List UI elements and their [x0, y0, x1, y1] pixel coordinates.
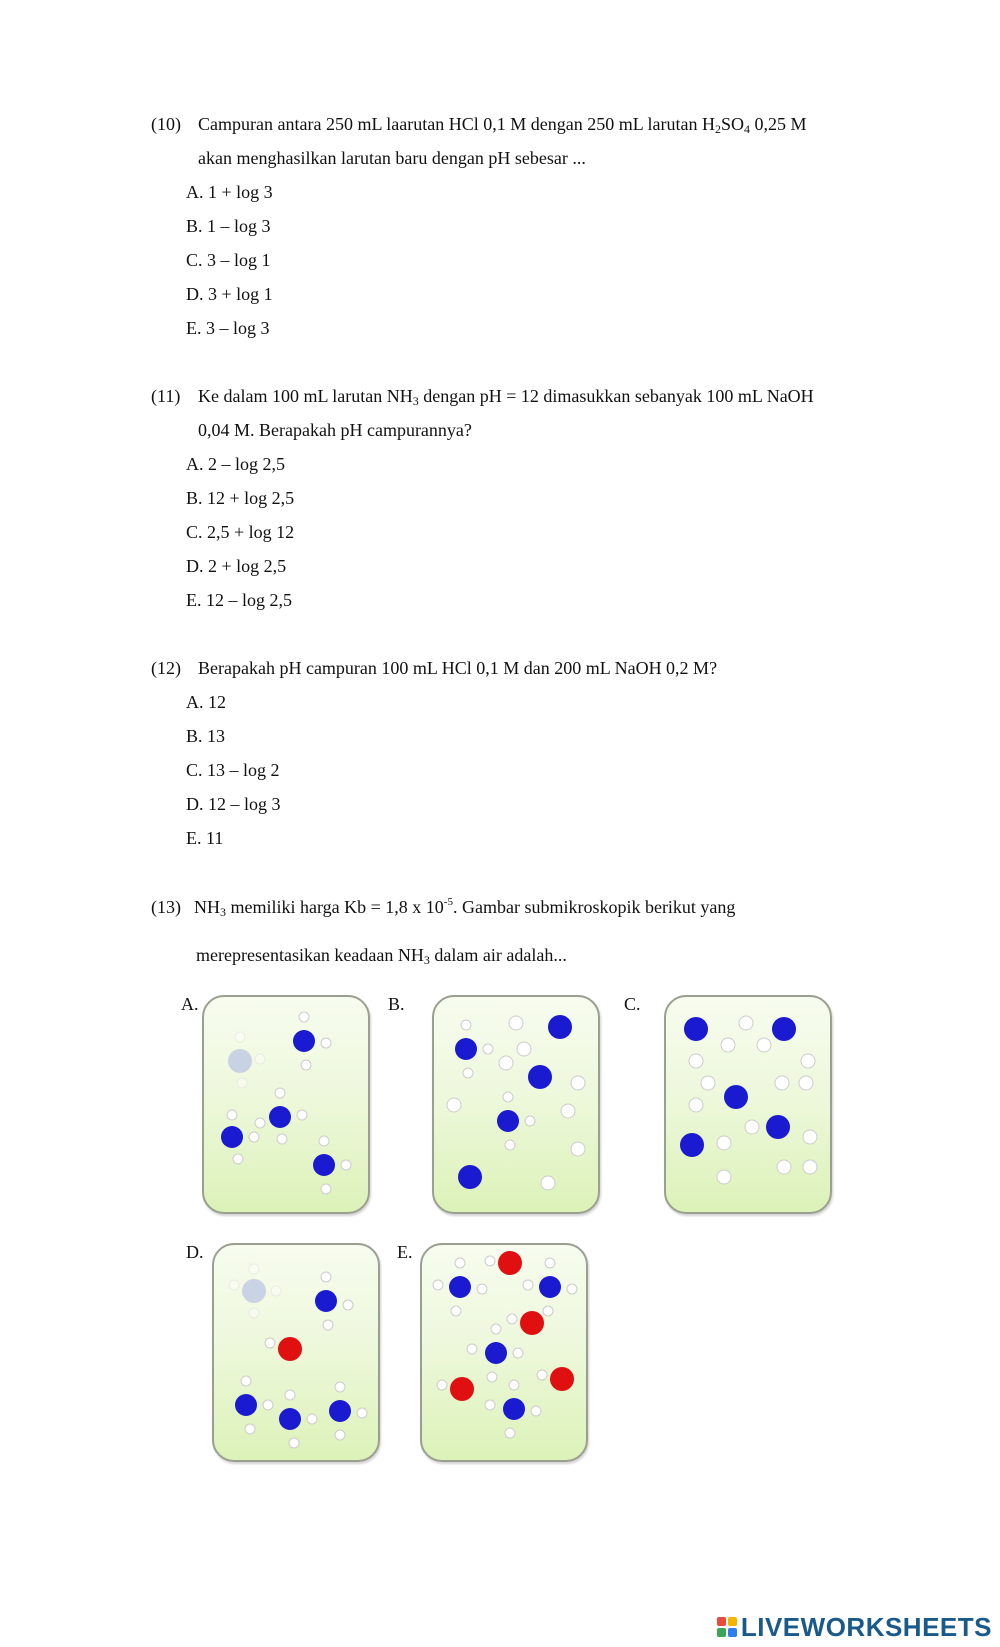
- question-10-option-a[interactable]: A. 1 + log 3: [186, 182, 273, 202]
- question-11-number: (11): [151, 386, 181, 406]
- hydrogen-atom: [799, 1076, 813, 1090]
- question-12-option-a[interactable]: A. 12: [186, 692, 226, 712]
- image-option-c-box[interactable]: [664, 995, 832, 1214]
- nitrogen-atom: [724, 1085, 748, 1109]
- option-a-particles: [204, 997, 368, 1212]
- nitrogen-atom: [528, 1065, 552, 1089]
- hydrogen-atom: [745, 1120, 759, 1134]
- question-12-number: (12): [151, 658, 181, 678]
- ammonium-molecule: [433, 1258, 487, 1316]
- hydroxide-ion: [507, 1311, 544, 1335]
- image-option-d-box[interactable]: [212, 1243, 380, 1462]
- question-10-stem: Campuran antara 250 mL laarutan HCl 0,1 M dengan 250 mL larutan $H_2SO_4$ 0,25 M: [198, 114, 807, 136]
- hydrogen-atom: [689, 1098, 703, 1112]
- ammonium-molecule: [497, 1092, 535, 1150]
- hydrogen-atom: [447, 1098, 461, 1112]
- option-b-particles: [434, 997, 598, 1212]
- hydrogen-atom: [561, 1104, 575, 1118]
- image-option-a-label: A.: [181, 994, 199, 1014]
- image-option-b-box[interactable]: [432, 995, 600, 1214]
- image-option-b-label: B.: [388, 994, 405, 1014]
- faded-ammonia-molecule: [228, 1032, 265, 1088]
- ammonium-molecule: [293, 1012, 331, 1070]
- hydrogen-atom: [517, 1042, 531, 1056]
- hydrogen-atom: [509, 1016, 523, 1030]
- ammonium-molecule: [523, 1258, 577, 1316]
- image-option-c-label: C.: [624, 994, 641, 1014]
- ammonium-molecule: [315, 1272, 353, 1330]
- hydrogen-atom: [803, 1130, 817, 1144]
- question-13-number: (13): [151, 897, 181, 917]
- ammonium-molecule: [235, 1376, 273, 1434]
- hydrogen-atom: [541, 1176, 555, 1190]
- faded-ammonium-molecule: [229, 1264, 281, 1318]
- option-e-particles: [422, 1245, 586, 1460]
- question-10-option-e[interactable]: E. 3 – log 3: [186, 318, 270, 338]
- hydroxide-ion: [437, 1377, 474, 1401]
- liveworksheets-logo: [717, 1612, 992, 1642]
- question-12-option-e[interactable]: E. 11: [186, 828, 224, 848]
- ammonium-molecule: [221, 1110, 259, 1164]
- hydrogen-atom: [689, 1054, 703, 1068]
- question-11-stem-line2: 0,04 M. Berapakah pH campurannya?: [198, 420, 472, 440]
- question-10-option-b[interactable]: B. 1 – log 3: [186, 216, 271, 236]
- image-option-e-label: E.: [397, 1242, 413, 1262]
- hydrogen-atom: [717, 1136, 731, 1150]
- hydrogen-atom: [777, 1160, 791, 1174]
- question-10-stem-line2: akan menghasilkan larutan baru dengan pH sebesar ...: [198, 148, 586, 168]
- question-11-option-c[interactable]: C. 2,5 + log 12: [186, 522, 295, 542]
- hydrogen-atom: [717, 1170, 731, 1184]
- question-12-option-b[interactable]: B. 13: [186, 726, 226, 746]
- ammonium-molecule: [279, 1390, 317, 1448]
- ammonium-molecule: [313, 1136, 351, 1194]
- hydrogen-atom: [571, 1076, 585, 1090]
- hydrogen-atom: [739, 1016, 753, 1030]
- ammonium-molecule: [255, 1088, 307, 1144]
- hydrogen-atom: [701, 1076, 715, 1090]
- question-10-number: (10): [151, 114, 181, 134]
- ammonium-molecule: [329, 1382, 367, 1440]
- question-10-option-d[interactable]: D. 3 + log 1: [186, 284, 273, 304]
- nitrogen-atom: [548, 1015, 572, 1039]
- hydrogen-atom: [757, 1038, 771, 1052]
- image-option-a-box[interactable]: [202, 995, 370, 1214]
- image-option-e-box[interactable]: [420, 1243, 588, 1462]
- option-c-particles: [666, 997, 830, 1212]
- question-11-option-b[interactable]: B. 12 + log 2,5: [186, 488, 295, 508]
- image-option-d-label: D.: [186, 1242, 204, 1262]
- nitrogen-atom: [680, 1133, 704, 1157]
- hydroxide-ion: [265, 1337, 302, 1361]
- nitrogen-atom: [458, 1165, 482, 1189]
- question-11-option-e[interactable]: E. 12 – log 2,5: [186, 590, 292, 610]
- question-11-option-d[interactable]: D. 2 + log 2,5: [186, 556, 287, 576]
- ammonium-molecule: [485, 1380, 541, 1438]
- nitrogen-atom: [684, 1017, 708, 1041]
- hydrogen-atom: [721, 1038, 735, 1052]
- question-11-option-a[interactable]: A. 2 – log 2,5: [186, 454, 285, 474]
- question-13-stem-line2: merepresentasikan keadaan $NH_3$ dalam air adalah...: [196, 945, 567, 967]
- logo-mark-icon: [717, 1617, 737, 1637]
- ammonium-molecule: [455, 1020, 493, 1078]
- hydroxide-ion: [485, 1251, 522, 1275]
- nitrogen-atom: [772, 1017, 796, 1041]
- hydrogen-atom: [775, 1076, 789, 1090]
- hydrogen-atom: [571, 1142, 585, 1156]
- ammonium-molecule: [467, 1324, 523, 1382]
- hydrogen-atom: [499, 1056, 513, 1070]
- question-12-stem: Berapakah pH campuran 100 mL HCl 0,1 M dan 200 mL NaOH 0,2 M?: [198, 658, 718, 678]
- question-12-option-d[interactable]: D. 12 – log 3: [186, 794, 281, 814]
- hydroxide-ion: [537, 1367, 574, 1391]
- option-d-particles: [214, 1245, 378, 1460]
- hydrogen-atom: [803, 1160, 817, 1174]
- question-12-option-c[interactable]: C. 13 – log 2: [186, 760, 280, 780]
- question-10-option-c[interactable]: C. 3 – log 1: [186, 250, 271, 270]
- question-11-stem: Ke dalam 100 mL larutan $NH_3$ dengan pH = 12 dimasukkan sebanyak 100 mL NaOH: [198, 386, 814, 408]
- question-13-stem: $NH_3$ memiliki harga Kb = 1,8 x $10^{-5}$. Gambar submikroskopik berikut yang: [194, 896, 736, 919]
- hydrogen-atom: [801, 1054, 815, 1068]
- logo-text: LIVEWORKSHEETS: [740, 1611, 992, 1642]
- nitrogen-atom: [766, 1115, 790, 1139]
